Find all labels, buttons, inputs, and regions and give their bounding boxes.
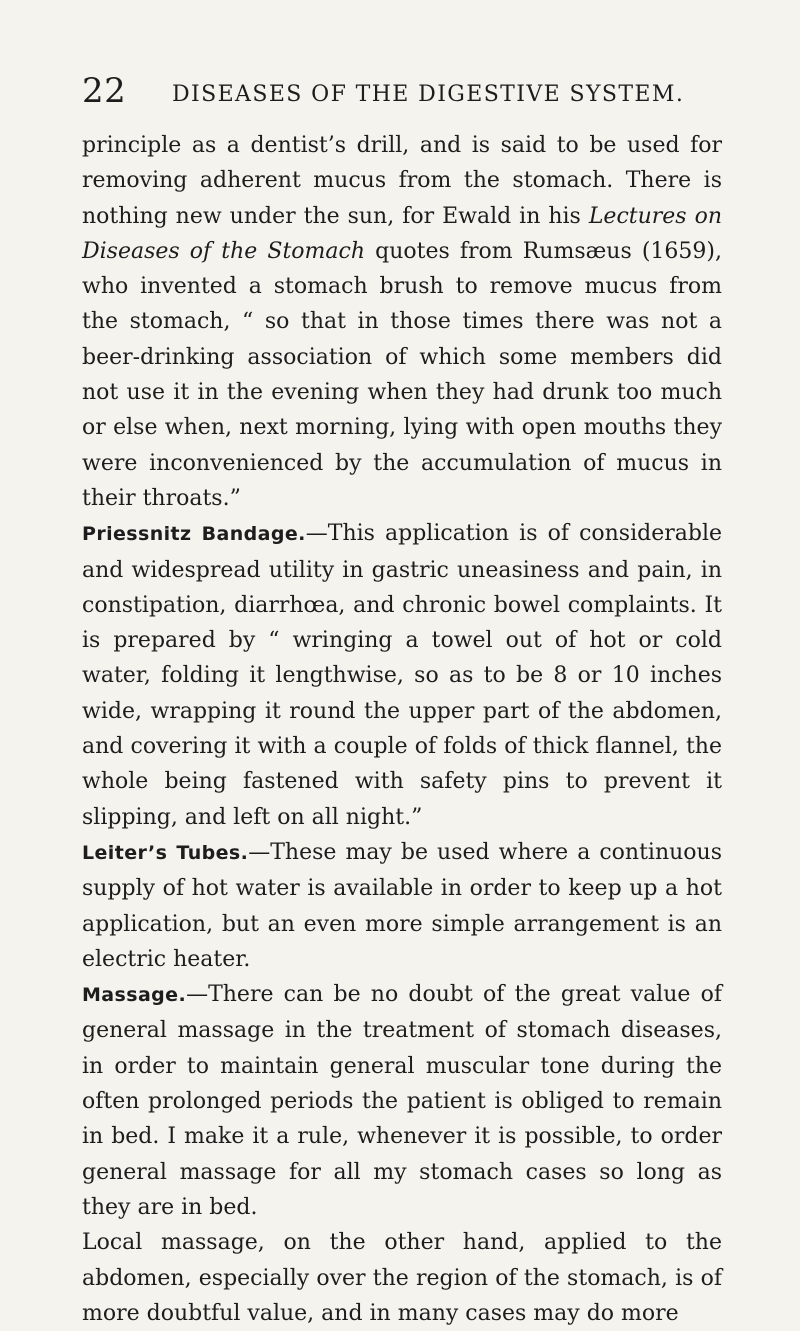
section-heading: Priessnitz Bandage. [82,523,306,546]
paragraph-text: Local massage, on the other hand, applied to the abdomen, especially over the region of the stomach, is of more doubtful value, and in many cases may do more [82,1230,722,1326]
book-title-italic: Lectures on Diseases of the Stomach [82,203,722,264]
paragraph-leiters-tubes [82,835,722,977]
paragraph-text: —These may be used where a continuous supply of hot water is available in order to keep up a hot application, but an even more simple arrangement is an electric heater. [82,839,723,972]
section-heading: Leiter’s Tubes. [82,841,249,864]
body-text [82,128,722,1331]
page-number: 22 [82,71,127,111]
section-heading: Massage. [82,984,187,1007]
paragraph-text: quotes from Rumsæus (1659), who invented a stomach brush to remove mucus from the stomach, “ so that in those times there was not a beer-drinking association of which some members did not use it in the evening when they had drunk too much or else when, next morning, lying with open mouths they were inconvenienced by the accumulation of mucus in their throats.” [82,238,722,511]
paragraph-priessnitz-bandage [82,516,722,835]
paragraph-local-massage [82,1225,722,1331]
page-header [82,71,718,114]
paragraph-text: —This application is of considerable and widespread utility in gastric uneasiness and pain, in constipation, diarrhœa, and chronic bowel complaints. It is prepared by “ wringing a towel out of hot or cold water, folding it lengthwise, so as to be 8 or 10 inches wide, wrapping it round the upper part of the abdomen, and covering it with a couple of folds of thick flannel, the whole being fastened with safety pins to prevent it slipping, and left on all night.” [82,521,723,830]
paragraph-ewald [82,128,722,516]
paragraph-massage [82,977,722,1225]
running-title: DISEASES OF THE DIGESTIVE SYSTEM. [172,82,685,107]
paragraph-text: —There can be no doubt of the great value of general massage in the treatment of stomach diseases, in order to maintain general muscular tone during the often prolonged periods the patient is obliged to remain in bed. I make it a rule, whenever it is possible, to order general massage for all my stomach cases so long as they are in bed. [82,982,722,1220]
paragraph-text: principle as a dentist’s drill, and is said to be used for removing adherent mucus from the stomach. There is nothing new under the sun, for Ewald in his [82,133,722,229]
